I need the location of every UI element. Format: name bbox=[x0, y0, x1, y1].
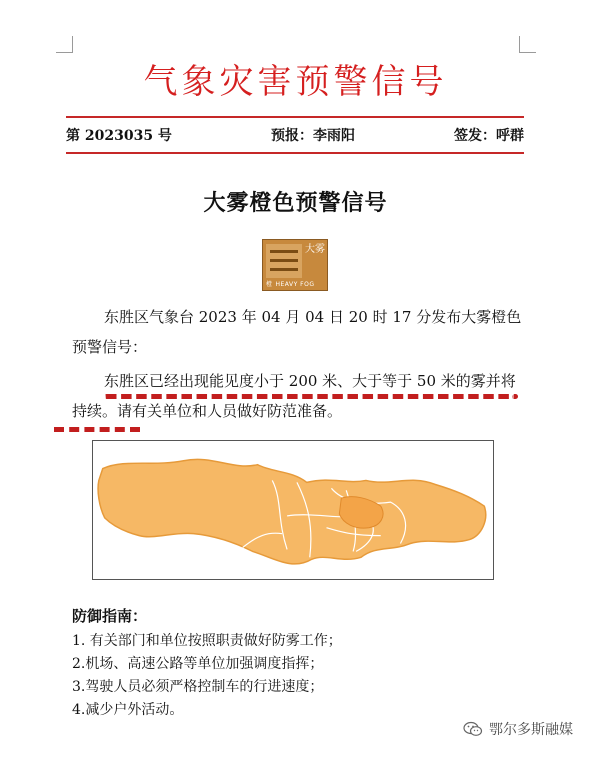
watermark bbox=[463, 719, 573, 739]
document-header-title: 气象灾害预警信号 bbox=[143, 62, 448, 102]
warning-paragraph-issue: 东胜区气象台 2023 年 04 月 04 日 20 时 17 分发布大雾橙色预警信号： bbox=[72, 308, 522, 356]
defense-guide-list bbox=[72, 630, 512, 722]
signal-bar bbox=[270, 259, 298, 262]
watermark-text: 鄂尔多斯融媒 bbox=[489, 722, 573, 738]
signal-bar bbox=[270, 250, 298, 253]
warning-area-map bbox=[92, 440, 494, 580]
header-rule-top bbox=[66, 116, 524, 118]
crop-mark-top-right bbox=[519, 36, 536, 53]
district-region-shape bbox=[98, 459, 486, 564]
handwritten-underline bbox=[54, 427, 140, 432]
guide-item: 3.驾驶人员必须严格控制车的行进速度； bbox=[72, 679, 324, 695]
defense-guide-title: 防御指南： bbox=[72, 607, 148, 625]
signal-bar bbox=[270, 268, 298, 271]
document-meta-row bbox=[66, 120, 524, 150]
district-map-svg bbox=[93, 441, 493, 579]
handwritten-underline bbox=[104, 394, 518, 399]
signal-caption: HEAVY FOG bbox=[275, 281, 315, 288]
header-rule-bottom bbox=[66, 152, 524, 154]
guide-item: 1. 有关部门和单位按照职责做好防雾工作； bbox=[72, 633, 342, 649]
issuer: 签发：呼群 bbox=[454, 128, 524, 144]
signal-glyph: 大雾 bbox=[305, 244, 325, 255]
warning-title: 大雾橙色预警信号 bbox=[203, 190, 388, 216]
wechat-icon bbox=[463, 721, 483, 737]
signal-mini-label: 橙 bbox=[266, 281, 273, 288]
issue-number: 第 2023035 号 bbox=[66, 128, 172, 144]
heavy-fog-orange-signal-icon bbox=[262, 239, 328, 291]
forecaster: 预报：李雨阳 bbox=[270, 128, 355, 144]
signal-bars bbox=[266, 244, 302, 278]
warning-paragraph-detail: 东胜区已经出现能见度小于 200 米、大于等于 50 米的雾并将持续。请有关单位和人员做好防范准备。 bbox=[72, 372, 516, 420]
guide-item: 2.机场、高速公路等单位加强调度指挥； bbox=[72, 656, 324, 672]
guide-item: 4.减少户外活动。 bbox=[72, 702, 184, 718]
crop-mark-top-left bbox=[56, 36, 73, 53]
